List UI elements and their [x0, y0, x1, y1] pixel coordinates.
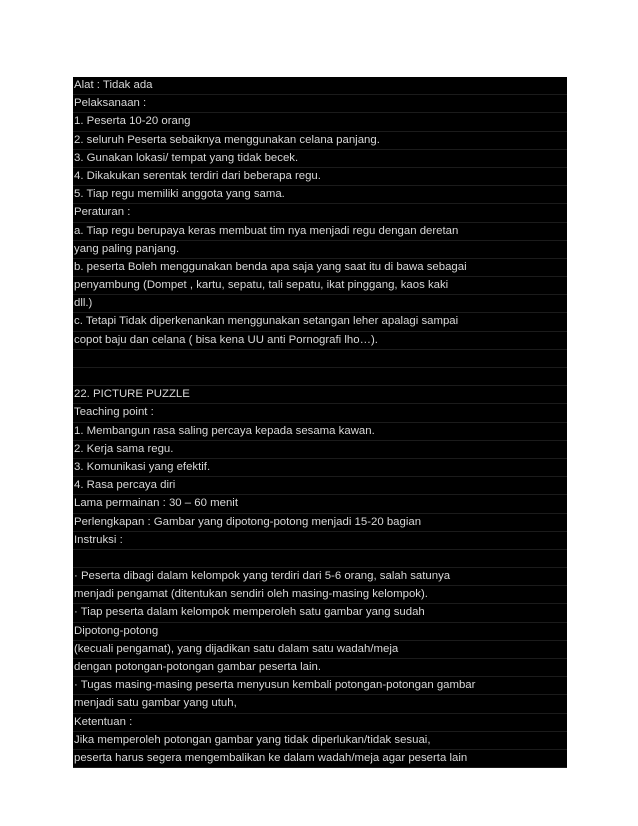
text-line: Lama permainan : 30 – 60 menit — [73, 495, 567, 513]
text-line: 4. Dikakukan serentak terdiri dari beberapa regu. — [73, 168, 567, 186]
text-line: Pelaksanaan : — [73, 95, 567, 113]
text-line: Peraturan : — [73, 204, 567, 222]
text-line: 3. Komunikasi yang efektif. — [73, 459, 567, 477]
text-line: 1. Peserta 10-20 orang — [73, 113, 567, 131]
text-line: 1. Membangun rasa saling percaya kepada sesama kawan. — [73, 423, 567, 441]
text-line — [73, 550, 567, 568]
text-line: Perlengkapan : Gambar yang dipotong-potong menjadi 15-20 bagian — [73, 514, 567, 532]
text-line: c. Tetapi Tidak diperkenankan menggunakan setangan leher apalagi sampai — [73, 313, 567, 331]
text-line: Dipotong-potong — [73, 623, 567, 641]
text-line: a. Tiap regu berupaya keras membuat tim nya menjadi regu dengan deretan — [73, 223, 567, 241]
text-line: menjadi satu gambar yang utuh, — [73, 695, 567, 713]
text-line: dll.) — [73, 295, 567, 313]
text-line: 5. Tiap regu memiliki anggota yang sama. — [73, 186, 567, 204]
text-line: menjadi pengamat (ditentukan sendiri oleh masing-masing kelompok). — [73, 586, 567, 604]
text-line: · Tiap peserta dalam kelompok memperoleh satu gambar yang sudah — [73, 604, 567, 622]
text-line: 2. Kerja sama regu. — [73, 441, 567, 459]
text-line: Ketentuan : — [73, 714, 567, 732]
text-line: Instruksi : — [73, 532, 567, 550]
text-line: (kecuali pengamat), yang dijadikan satu dalam satu wadah/meja — [73, 641, 567, 659]
document-body — [73, 77, 567, 768]
text-line: · Peserta dibagi dalam kelompok yang terdiri dari 5-6 orang, salah satunya — [73, 568, 567, 586]
text-line: penyambung (Dompet , kartu, sepatu, tali sepatu, ikat pinggang, kaos kaki — [73, 277, 567, 295]
text-line: Teaching point : — [73, 404, 567, 422]
text-line: b. peserta Boleh menggunakan benda apa saja yang saat itu di bawa sebagai — [73, 259, 567, 277]
text-line: peserta harus segera mengembalikan ke dalam wadah/meja agar peserta lain — [73, 750, 567, 768]
text-line: Alat : Tidak ada — [73, 77, 567, 95]
text-line: copot baju dan celana ( bisa kena UU anti Pornografi lho…). — [73, 332, 567, 350]
text-line: 2. seluruh Peserta sebaiknya menggunakan celana panjang. — [73, 132, 567, 150]
text-line: dengan potongan-potongan gambar peserta lain. — [73, 659, 567, 677]
text-line: 4. Rasa percaya diri — [73, 477, 567, 495]
text-line: 22. PICTURE PUZZLE — [73, 386, 567, 404]
text-line: 3. Gunakan lokasi/ tempat yang tidak becek. — [73, 150, 567, 168]
text-line — [73, 350, 567, 368]
text-line: · Tugas masing-masing peserta menyusun kembali potongan-potongan gambar — [73, 677, 567, 695]
text-line — [73, 368, 567, 386]
text-line: Jika memperoleh potongan gambar yang tidak diperlukan/tidak sesuai, — [73, 732, 567, 750]
text-line: yang paling panjang. — [73, 241, 567, 259]
